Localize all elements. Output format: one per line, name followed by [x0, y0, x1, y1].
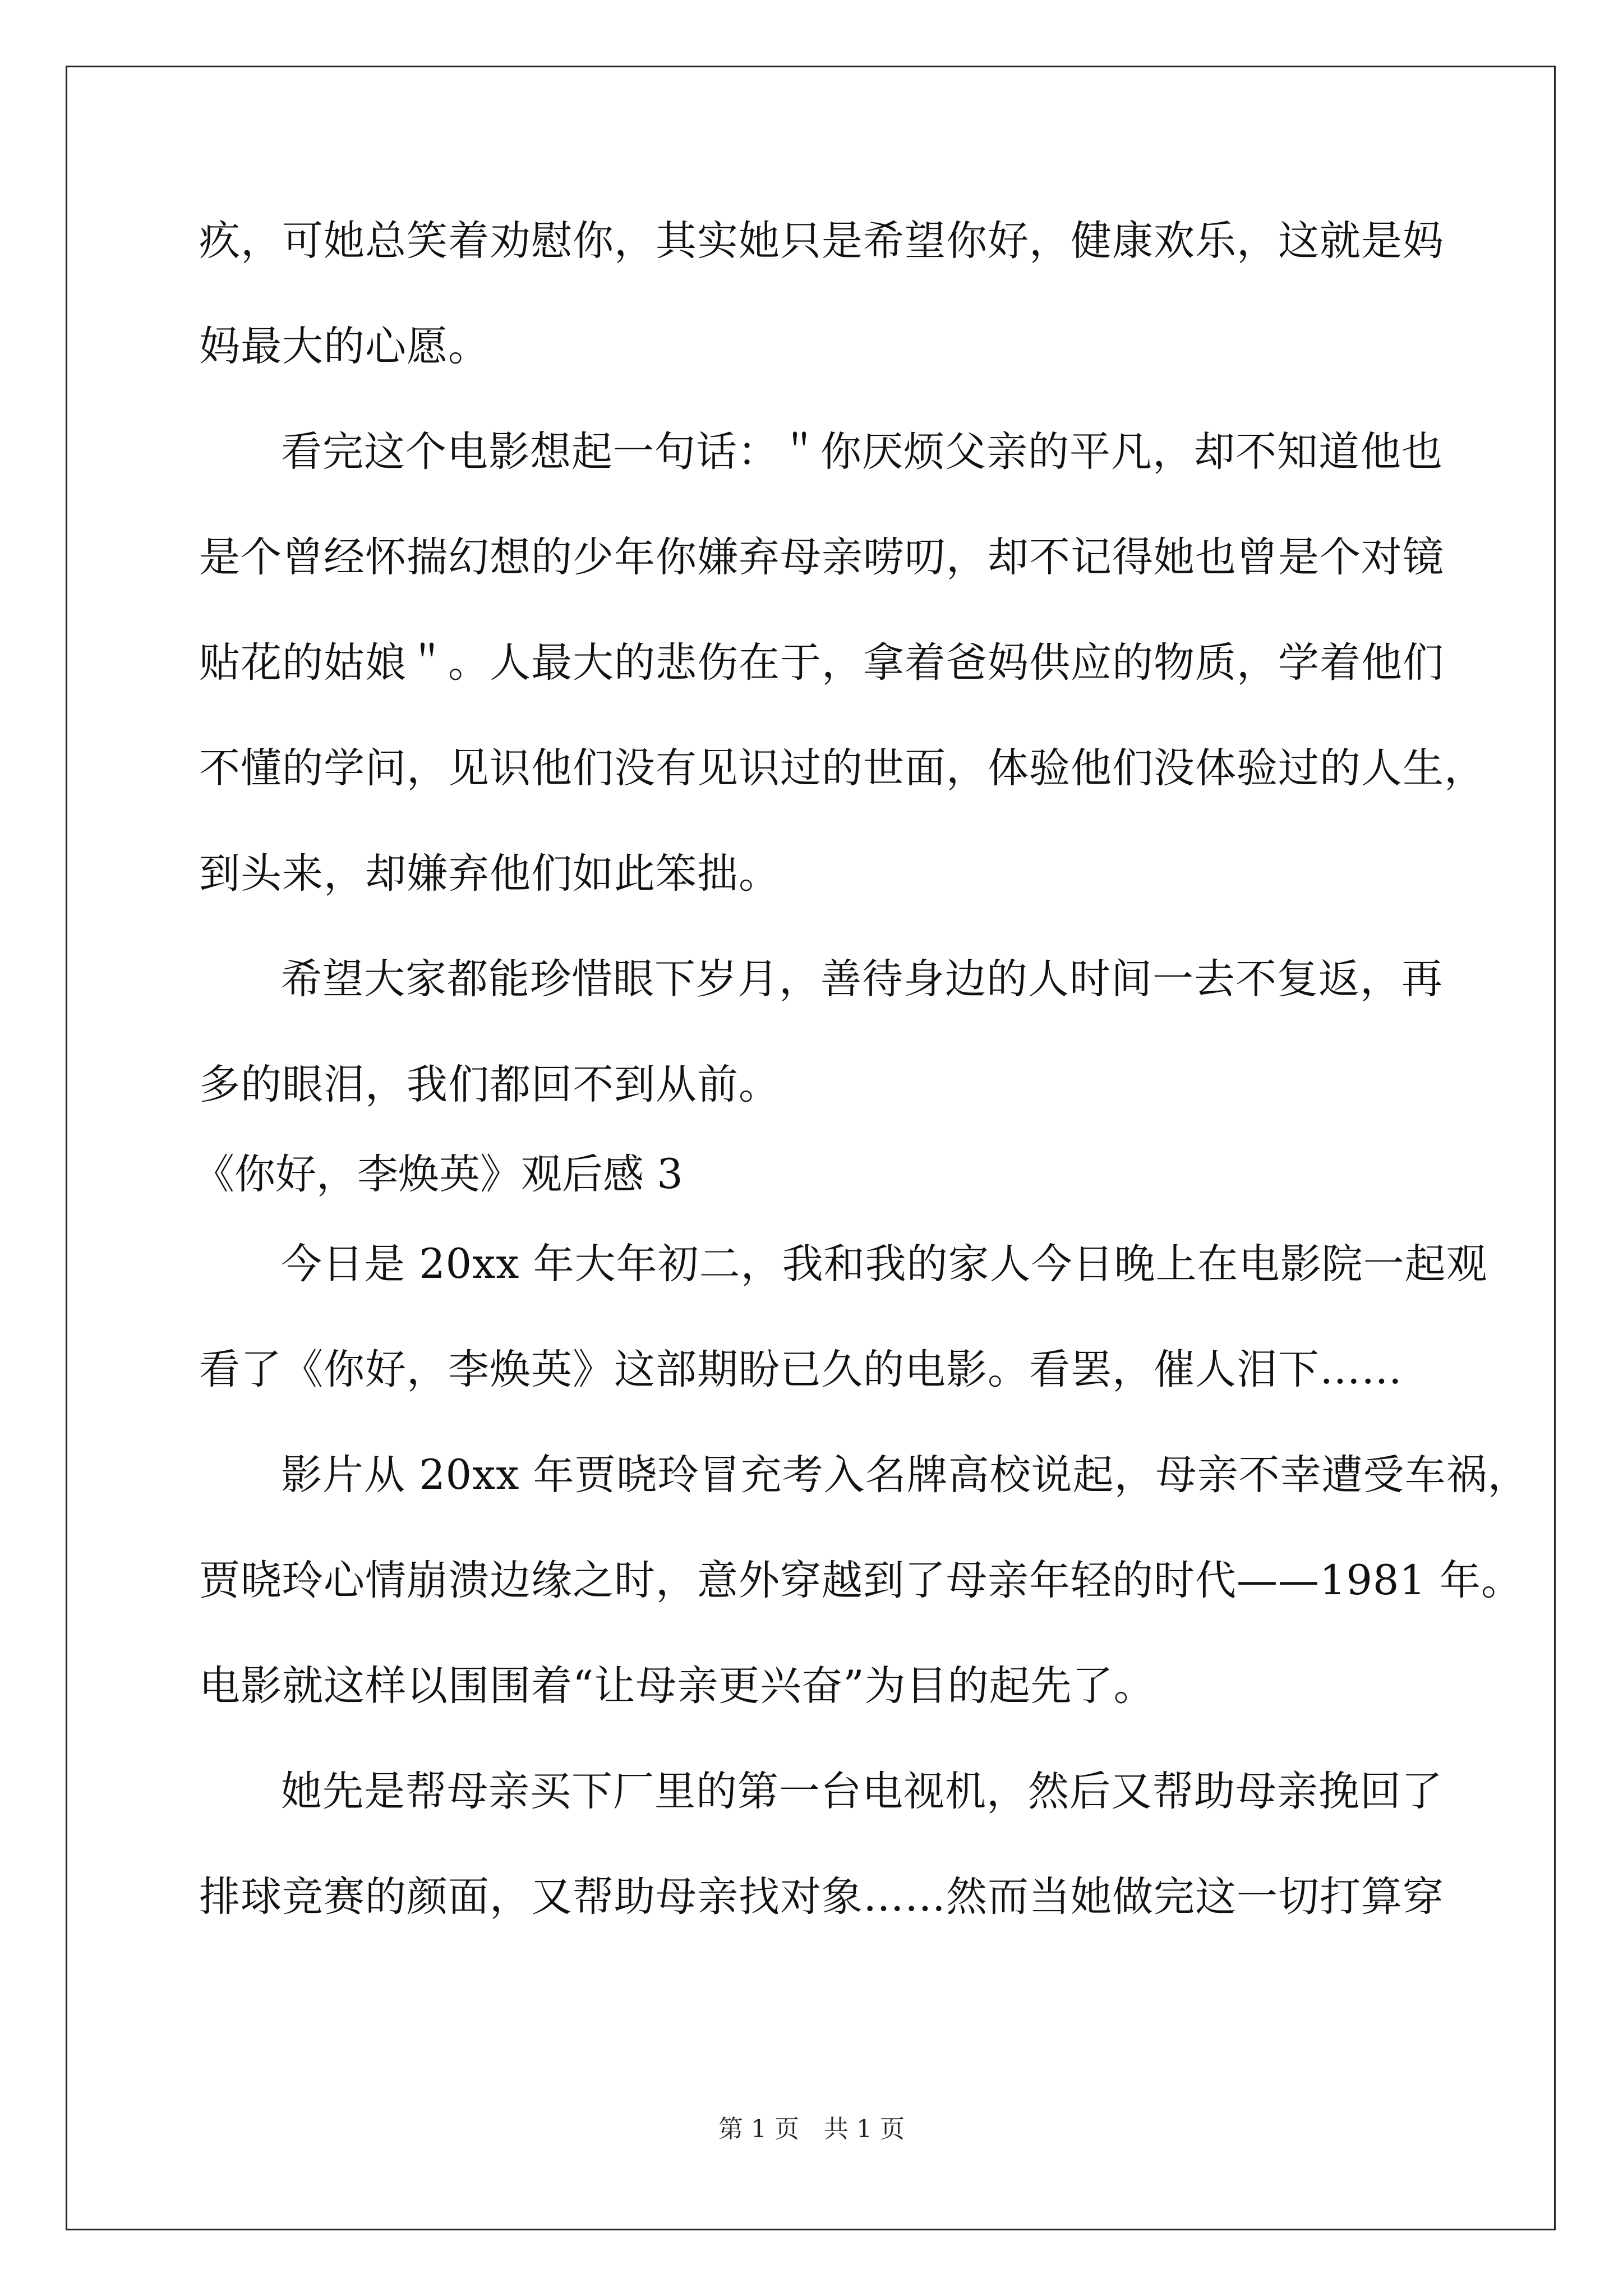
paragraph-line: 妈最大的心愿。	[199, 323, 490, 370]
paragraph-line: 是个曾经怀揣幻想的少年你嫌弃母亲唠叨，却不记得她也曾是个对镜	[199, 533, 1444, 581]
document-body	[193, 213, 1529, 1925]
paragraph-line: 看完这个电影想起一句话：＂你厌烦父亲的平凡，却不知道他也	[281, 428, 1443, 476]
section-heading: 《你好，李焕英》观后感 3	[193, 1151, 683, 1198]
paragraph-line: 多的眼泪，我们都回不到从前。	[199, 1061, 780, 1108]
paragraph-line: 影片从 20xx 年贾晓玲冒充考入名牌高校说起，母亲不幸遭受车祸，	[281, 1451, 1529, 1499]
paragraph-line: 希望大家都能珍惜眼下岁月，善待身边的人时间一去不复返，再	[281, 955, 1443, 1003]
paragraph-line: 电影就这样以围围着“让母亲更兴奋”为目的起先了。	[199, 1662, 1155, 1710]
paragraph-line: 贴花的姑娘＂。人最大的悲伤在于，拿着爸妈供应的物质，学着他们	[199, 639, 1444, 687]
paragraph-line: 疚，可她总笑着劝慰你，其实她只是希望你好，健康欢乐，这就是妈	[199, 217, 1444, 265]
paragraph-line: 她先是帮母亲买下厂里的第一台电视机，然后又帮助母亲挽回了	[281, 1768, 1443, 1815]
paragraph-line: 贾晓玲心情崩溃边缘之时，意外穿越到了母亲年轻的时代——1981 年。	[199, 1557, 1523, 1604]
paragraph-line: 不懂的学问，见识他们没有见识过的世面，体验他们没体验过的人生，	[199, 744, 1486, 792]
paragraph-line: 到头来，却嫌弃他们如此笨拙。	[199, 850, 780, 898]
page-footer: 第 1 页 共 1 页	[718, 2115, 905, 2143]
paragraph-line: 看了《你好，李焕英》这部期盼已久的电影。看罢，催人泪下……	[199, 1346, 1403, 1393]
paragraph-line: 排球竞赛的颜面，又帮助母亲找对象……然而当她做完这一切打算穿	[199, 1873, 1444, 1921]
paragraph-line: 今日是 20xx 年大年初二，我和我的家人今日晚上在电影院一起观	[281, 1240, 1488, 1288]
